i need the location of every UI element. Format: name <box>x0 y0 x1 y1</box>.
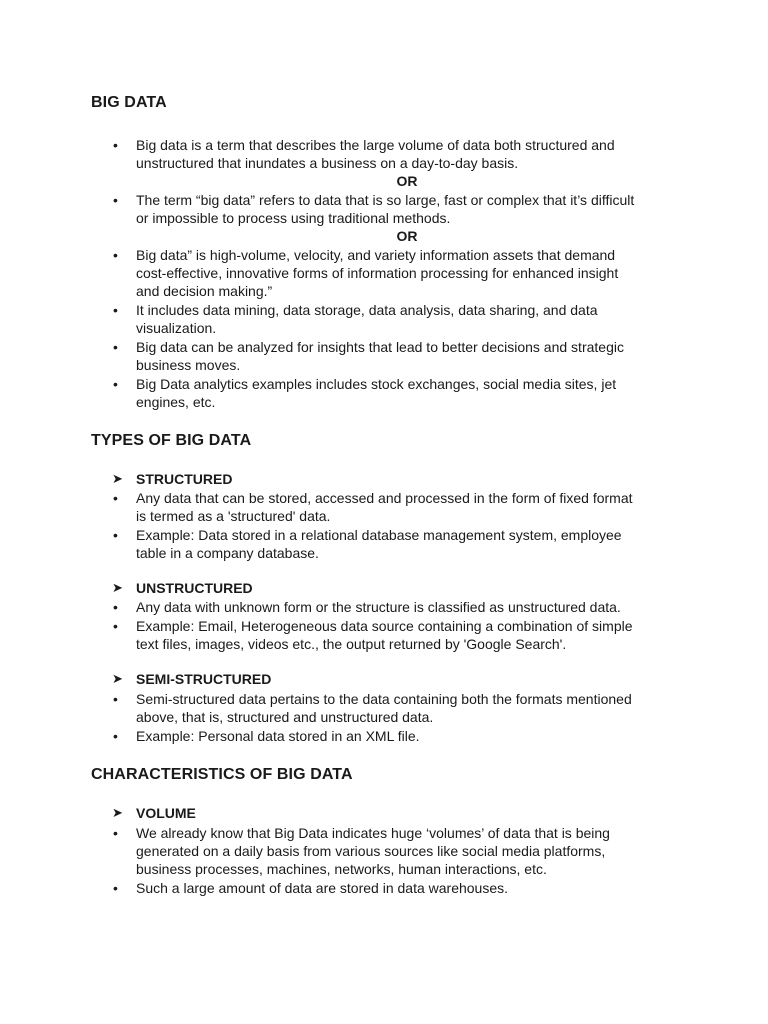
arrow-bullet-icon: ➤ <box>112 671 123 686</box>
list-item-line: engines, etc. <box>136 394 216 410</box>
list-item-line: Example: Email, Heterogeneous data source containing a combination of simple <box>136 618 633 634</box>
bullet-icon: • <box>113 527 118 543</box>
bullet-icon: • <box>113 376 118 392</box>
or-separator: OR <box>396 173 418 189</box>
bullet-icon: • <box>113 618 118 634</box>
list-item-line: Any data with unknown form or the structure is classified as unstructured data. <box>136 599 621 615</box>
list-item-line: Big data” is high-volume, velocity, and variety information assets that demand <box>136 247 616 263</box>
list-item-line: Example: Personal data stored in an XML file. <box>136 728 420 744</box>
list-item-line: We already know that Big Data indicates huge ‘volumes’ of data that is being <box>136 825 610 841</box>
subheading-semi-structured: SEMI-STRUCTURED <box>136 671 272 687</box>
subheading-structured: STRUCTURED <box>136 471 233 487</box>
heading-big-data: BIG DATA <box>91 94 167 111</box>
arrow-bullet-icon: ➤ <box>112 471 123 486</box>
list-item-line: table in a company database. <box>136 545 319 561</box>
bullet-icon: • <box>113 192 118 208</box>
bullet-icon: • <box>113 247 118 263</box>
list-item-line: unstructured that inundates a business on a day-to-day basis. <box>136 155 519 171</box>
bullet-icon: • <box>113 302 118 318</box>
bullet-icon: • <box>113 339 118 355</box>
list-item-line: Big Data analytics examples includes stock exchanges, social media sites, jet <box>136 376 617 392</box>
subheading-volume: VOLUME <box>136 805 196 821</box>
arrow-bullet-icon: ➤ <box>112 805 123 820</box>
bullet-icon: • <box>113 825 118 841</box>
list-item-line: and decision making.” <box>136 283 273 299</box>
list-item-line: is termed as a 'structured' data. <box>136 508 331 524</box>
or-separator: OR <box>396 228 418 244</box>
list-item-line: Example: Data stored in a relational database management system, employee <box>136 527 622 543</box>
list-item-line: It includes data mining, data storage, data analysis, data sharing, and data <box>136 302 598 318</box>
bullet-icon: • <box>113 728 118 744</box>
list-item-line: business processes, machines, networks, human interactions, etc. <box>136 861 547 877</box>
list-item-line: business moves. <box>136 357 241 373</box>
list-item-line: Big data is a term that describes the large volume of data both structured and <box>136 137 615 153</box>
bullet-icon: • <box>113 137 118 153</box>
list-item-line: cost-effective, innovative forms of information processing for enhanced insight <box>136 265 619 281</box>
bullet-icon: • <box>113 490 118 506</box>
list-item-line: or impossible to process using traditional methods. <box>136 210 451 226</box>
bullet-icon: • <box>113 880 118 896</box>
subheading-unstructured: UNSTRUCTURED <box>136 580 253 596</box>
heading-types-of-big-data: TYPES OF BIG DATA <box>91 432 252 449</box>
list-item-line: text files, images, videos etc., the output returned by 'Google Search'. <box>136 636 567 652</box>
bullet-icon: • <box>113 599 118 615</box>
list-item-line: The term “big data” refers to data that is so large, fast or complex that it’s difficult <box>136 192 635 208</box>
list-item-line: generated on a daily basis from various sources like social media platforms, <box>136 843 606 859</box>
list-item-line: Big data can be analyzed for insights that lead to better decisions and strategic <box>136 339 624 355</box>
list-item-line: Any data that can be stored, accessed and processed in the form of fixed format <box>136 490 633 506</box>
list-item-line: Semi-structured data pertains to the data containing both the formats mentioned <box>136 691 632 707</box>
list-item-line: visualization. <box>136 320 217 336</box>
list-item-line: Such a large amount of data are stored in data warehouses. <box>136 880 509 896</box>
arrow-bullet-icon: ➤ <box>112 580 123 595</box>
heading-characteristics-of-big-data: CHARACTERISTICS OF BIG DATA <box>91 766 353 783</box>
bullet-icon: • <box>113 691 118 707</box>
list-item-line: above, that is, structured and unstructured data. <box>136 709 434 725</box>
